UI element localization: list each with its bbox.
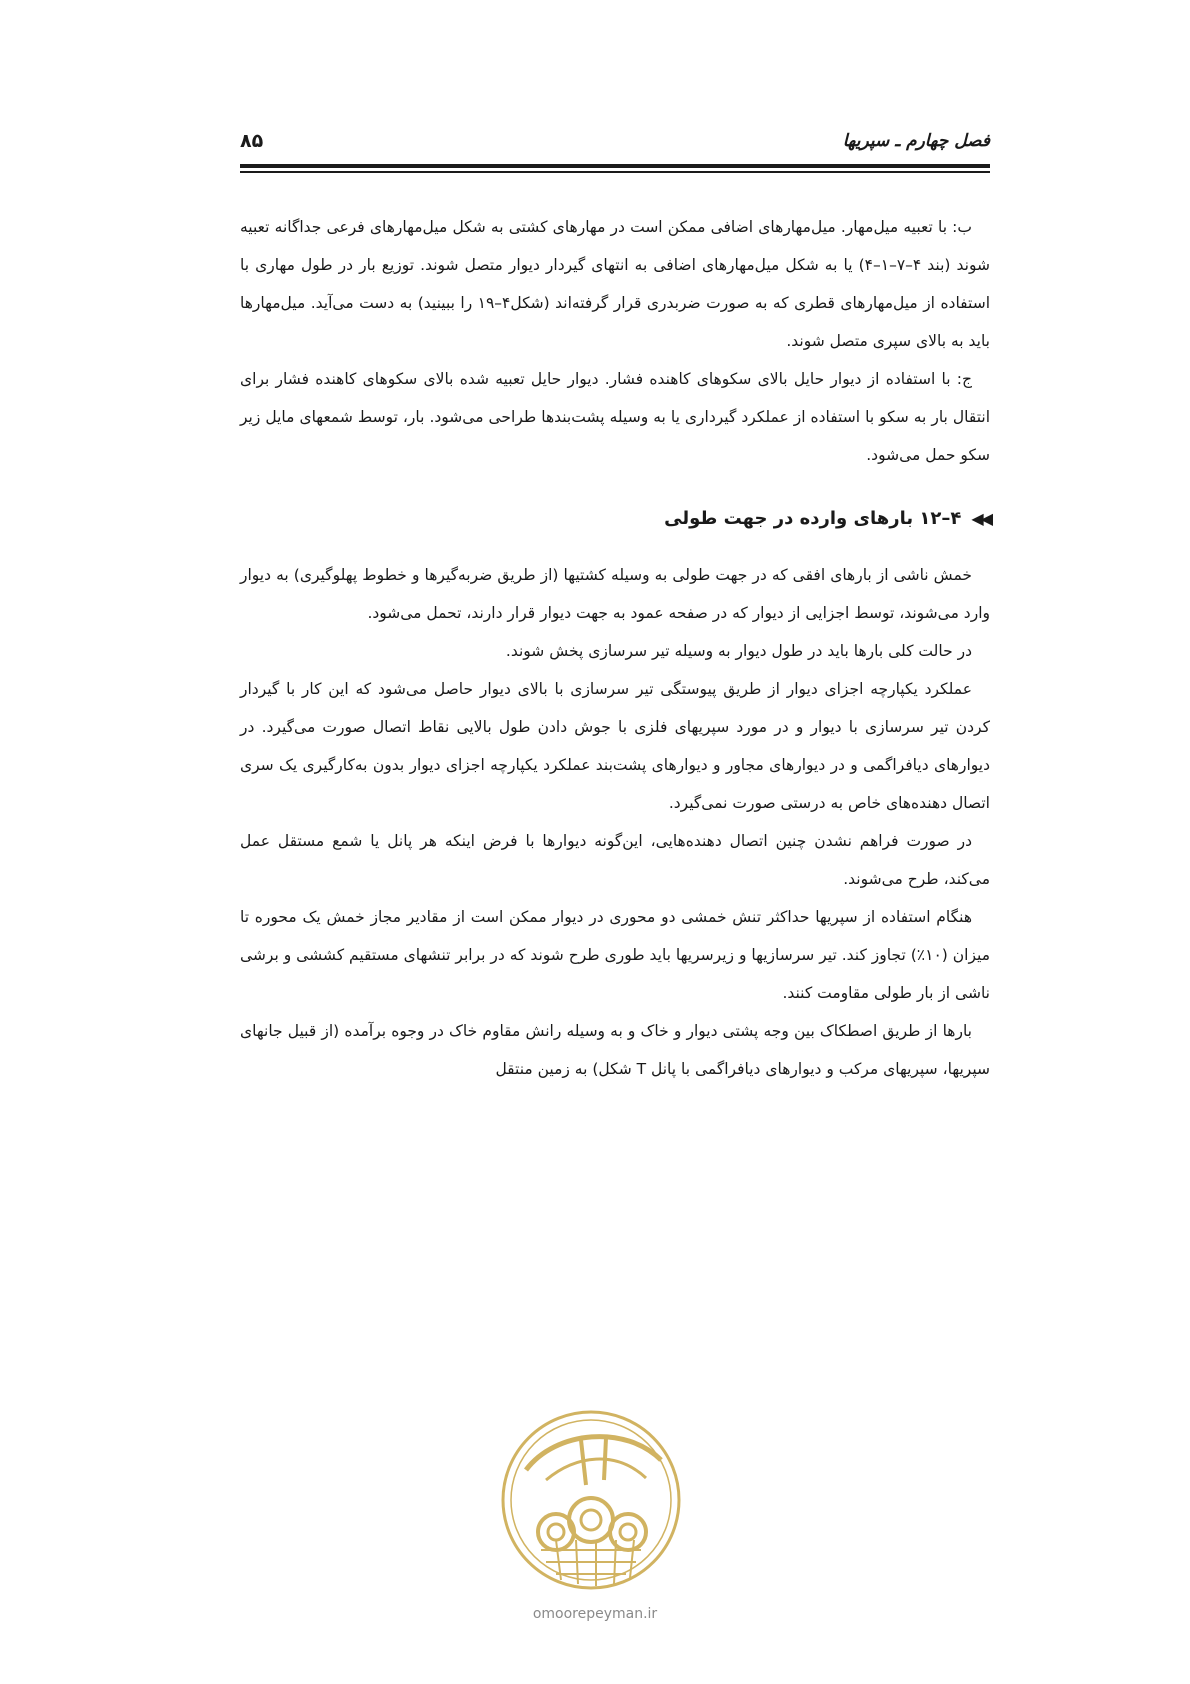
- section-heading: [240, 504, 990, 534]
- heading-marker-icon: ◀◀: [971, 509, 990, 528]
- paragraph: در صورت فراهم نشدن چنین اتصال دهنده‌هایی، این‌گونه دیوارها با فرض اینکه هر پانل یا شمع مستقل عمل می‌کند، طرح می‌شوند.: [240, 832, 990, 888]
- page-number: ۸۵: [240, 130, 264, 152]
- body-text: [240, 208, 990, 1088]
- watermark-url: omoorepeyman.ir: [532, 1606, 658, 1622]
- watermark-logo-icon: [486, 1400, 696, 1610]
- page-header: [240, 126, 990, 156]
- header-rule-thick: [240, 164, 990, 168]
- paragraph: خمش ناشی از بارهای افقی که در جهت طولی به وسیله کشتیها (از طریق ضربه‌گیرها و خطوط پهلوگیری) به دیوار وارد می‌شوند، توسط اجزایی از دیوار که در صفحه عمود به جهت دیوار قرار دارند، تحمل می‌شود.: [240, 566, 990, 622]
- running-title: فصل چهارم ـ سپریها: [842, 131, 990, 151]
- paragraph: هنگام استفاده از سپریها حداکثر تنش خمشی دو محوری در دیوار ممکن است از مقادیر مجاز خمش یک محوره تا میزان (۱۰٪) تجاوز کند. تیر سرسازیها و زیرسریها باید طوری طرح شوند که در برابر تنشهای مستقیم کششی و برشی ناشی از بار طولی مقاومت کنند.: [240, 908, 990, 1002]
- section-heading-text: ۴–۱۲ بارهای وارده در جهت طولی: [664, 508, 962, 529]
- paragraph: در حالت کلی بارها باید در طول دیوار به وسیله تیر سرسازی پخش شوند.: [505, 642, 972, 660]
- paragraph: بارها از طریق اصطکاک بین وجه پشتی دیوار و خاک و به وسیله رانش مقاوم خاک در وجوه برآمده (از قبیل جانهای سپریها، سپریهای مرکب و دیوارهای دیافراگمی با پانل T شکل) به زمین منتقل: [240, 1022, 990, 1078]
- paragraph: ب: با تعبیه میل‌مهار. میل‌مهارهای اضافی ممکن است در مهارهای کشتی به شکل میل‌مهارهای فرعی جداگانه تعبیه شوند (بند ۴–۷–۱–۴) یا به شکل میل‌مهارهای اضافی به انتهای گیردار دیوار متصل شوند. توزیع بار در طول مهاری با استفاده از میل‌مهارهای قطری که به صورت ضربدری قرار گرفته‌اند (شکل۴–۱۹ را ببینید) به دست می‌آید. میل‌مهارها باید به بالای سپری متصل شوند.: [240, 218, 990, 350]
- paragraph: عملکرد یکپارچه اجزای دیوار از طریق پیوستگی تیر سرسازی با بالای دیوار حاصل می‌شود که این کار با گیردار کردن تیر سرسازی با دیوار و در مورد سپریهای فلزی با جوش دادن طول بالایی نقاط اتصال صورت می‌گیرد. در دیوارهای دیافراگمی و در دیوارهای مجاور و دیوارهای پشت‌بند عملکرد یکپارچه اجزای دیوار بدون به‌کارگیری یک سری اتصال دهنده‌های خاص به درستی صورت نمی‌گیرد.: [240, 680, 990, 812]
- header-rule-thin: [240, 171, 990, 173]
- paragraph: ج: با استفاده از دیوار حایل بالای سکوهای کاهنده فشار. دیوار حایل تعبیه شده بالای سکوهای کاهنده فشار برای انتقال بار به سکو با استفاده از عملکرد گیرداری یا به وسیله پشت‌بندها طراحی می‌شود. بار، توسط شمعهای مایل زیر سکو حمل می‌شود.: [240, 370, 990, 464]
